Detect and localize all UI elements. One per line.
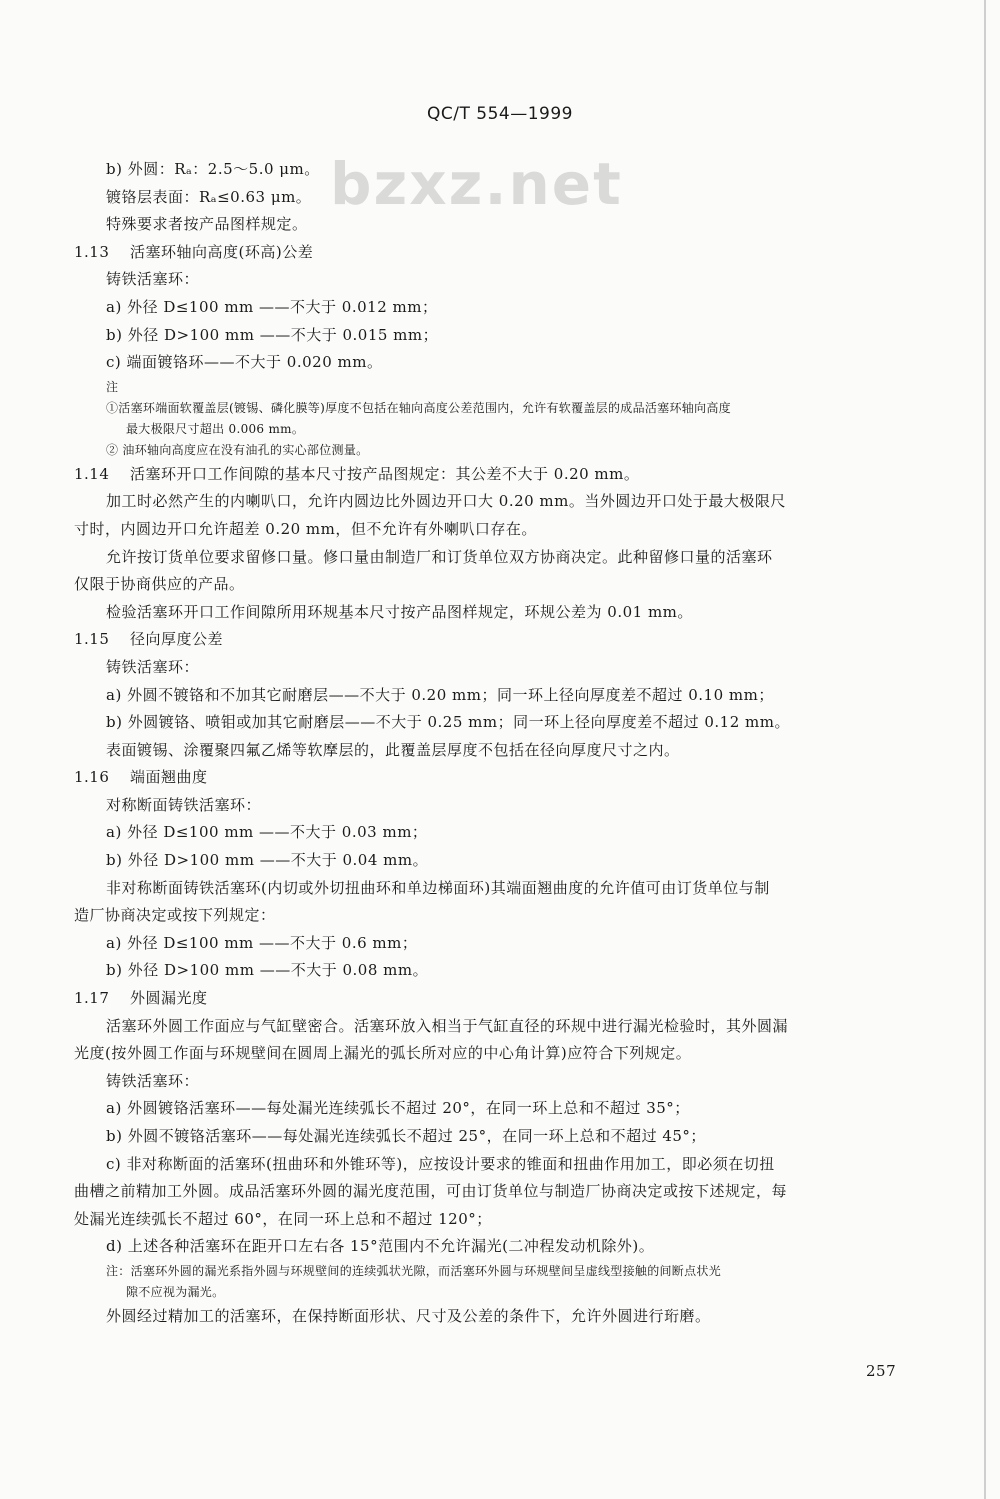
section-number: 1.14 (74, 464, 110, 483)
paragraph-line: 仅限于协商供应的产品。 (74, 575, 245, 594)
paragraph-line: d) 上述各种活塞环在距开口左右各 15°范围内不允许漏光(二冲程发动机除外)。 (106, 1237, 655, 1256)
paragraph-line: 允许按订货单位要求留修口量。修口量由制造厂和订货单位双方协商决定。此种留修口量的活塞环 (106, 547, 773, 566)
paragraph-line: 镀铬层表面：Rₐ≤0.63 μm。 (106, 187, 312, 206)
paragraph-line: b) 外径 D>100 mm ——不大于 0.04 mm。 (106, 851, 429, 870)
paragraph-line: 曲槽之前精加工外圆。成品活塞环外圆的漏光度范围，可由订货单位与制造厂协商决定或按下述规定，每 (74, 1182, 788, 1201)
section-number: 1.17 (74, 989, 110, 1008)
paragraph-line: 铸铁活塞环： (106, 657, 200, 676)
section-number: 1.13 (74, 242, 110, 261)
page-header: QC/T 554—1999 (427, 104, 573, 124)
paragraph-line: 非对称断面铸铁活塞环(内切或外切扭曲环和单边梯面环)其端面翘曲度的允许值可由订货单位与制 (106, 878, 770, 897)
paragraph-line: c) 端面镀铬环——不大于 0.020 mm。 (106, 353, 383, 372)
paragraph-line: 寸时，内圆边开口允许超差 0.20 mm，但不允许有外喇叭口存在。 (74, 519, 537, 538)
paragraph-line: b) 外径 D>100 mm ——不大于 0.08 mm。 (106, 961, 429, 980)
paragraph-line: 处漏光连续弧长不超过 60°，在同一环上总和不超过 120°； (74, 1209, 492, 1228)
note-line: 注 (106, 379, 119, 394)
note-line: ①活塞环端面软覆盖层(镀锡、磷化膜等)厚度不包括在轴向高度公差范围内，允许有软覆盖层的成品活塞环轴向高度 (106, 400, 731, 415)
section-heading (74, 764, 934, 792)
watermark: bzxz.net (330, 150, 623, 218)
paragraph-line: 造厂协商决定或按下列规定： (74, 906, 276, 925)
paragraph-line: 铸铁活塞环： (106, 270, 200, 289)
paragraph-line: 外圆经过精加工的活塞环，在保持断面形状、尺寸及公差的条件下，允许外圆进行珩磨。 (106, 1306, 711, 1325)
section-heading (74, 461, 934, 489)
paragraph-line: 活塞环外圆工作面应与气缸壁密合。活塞环放入相当于气缸直径的环规中进行漏光检验时，其外圆漏 (106, 1016, 789, 1035)
section-heading (74, 239, 934, 267)
paragraph-line: b) 外圆：Rₐ：2.5～5.0 μm。 (106, 160, 320, 178)
section-title: 径向厚度公差 (130, 630, 224, 649)
section-title: 活塞环开口工作间隙的基本尺寸按产品图规定：其公差不大于 0.20 mm。 (130, 464, 640, 483)
note-line: 注：活塞环外圆的漏光系指外圆与环规壁间的连续弧状光隙，而活塞环外圆与环规壁间呈虚线型接触的间断点状光 (106, 1263, 722, 1278)
page-edge (984, 0, 986, 1499)
paragraph-line: 光度(按外圆工作面与环规壁间在圆周上漏光的弧长所对应的中心角计算)应符合下列规定。 (74, 1044, 692, 1063)
paragraph-line: b) 外圆不镀铬活塞环——每处漏光连续弧长不超过 25°，在同一环上总和不超过 45°； (106, 1127, 706, 1145)
paragraph-line: a) 外圆镀铬活塞环——每处漏光连续弧长不超过 20°，在同一环上总和不超过 35°； (106, 1099, 690, 1118)
section-number: 1.16 (74, 768, 110, 787)
paragraph-line: 对称断面铸铁活塞环： (106, 795, 262, 814)
paragraph-line: 表面镀锡、涂覆聚四氟乙烯等软摩层的，此覆盖层厚度不包括在径向厚度尺寸之内。 (106, 740, 680, 759)
section-heading (74, 626, 934, 654)
paragraph-line: b) 外径 D>100 mm ——不大于 0.015 mm； (106, 325, 439, 344)
section-title: 活塞环轴向高度(环高)公差 (130, 242, 314, 261)
paragraph-line: 加工时必然产生的内喇叭口，允许内圆边比外圆边开口大 0.20 mm。当外圆边开口处于最大极限尺 (106, 492, 786, 511)
paragraph-line: a) 外径 D≤100 mm ——不大于 0.6 mm； (106, 933, 418, 952)
paragraph-line: a) 外径 D≤100 mm ——不大于 0.012 mm； (106, 297, 438, 316)
paragraph-line: 特殊要求者按产品图样规定。 (106, 215, 308, 234)
paragraph-line: 检验活塞环开口工作间隙所用环规基本尺寸按产品图样规定，环规公差为 0.01 mm。 (106, 602, 693, 621)
paragraph-line: c) 非对称断面的活塞环(扭曲环和外锥环等)，应按设计要求的锥面和扭曲作用加工，即必须在切扭 (106, 1154, 775, 1173)
note-line: ② 油环轴向高度应在没有油孔的实心部位测量。 (106, 442, 369, 457)
section-heading (74, 985, 934, 1013)
paragraph-line: b) 外圆镀铬、喷钼或加其它耐磨层——不大于 0.25 mm；同一环上径向厚度差不超过 0.12 mm。 (106, 713, 790, 732)
paragraph-line: 铸铁活塞环： (106, 1071, 200, 1090)
document-body (74, 156, 934, 1331)
note-line: 最大极限尺寸超出 0.006 mm。 (126, 421, 305, 436)
section-title: 外圆漏光度 (130, 989, 208, 1008)
note-line: 隙不应视为漏光。 (126, 1284, 225, 1299)
paragraph-line: a) 外圆不镀铬和不加其它耐磨层——不大于 0.20 mm；同一环上径向厚度差不超过 0.10 mm； (106, 685, 774, 704)
page-number: 257 (866, 1362, 897, 1380)
section-title: 端面翘曲度 (130, 768, 208, 787)
paragraph-line: a) 外径 D≤100 mm ——不大于 0.03 mm； (106, 823, 428, 842)
section-number: 1.15 (74, 630, 110, 649)
